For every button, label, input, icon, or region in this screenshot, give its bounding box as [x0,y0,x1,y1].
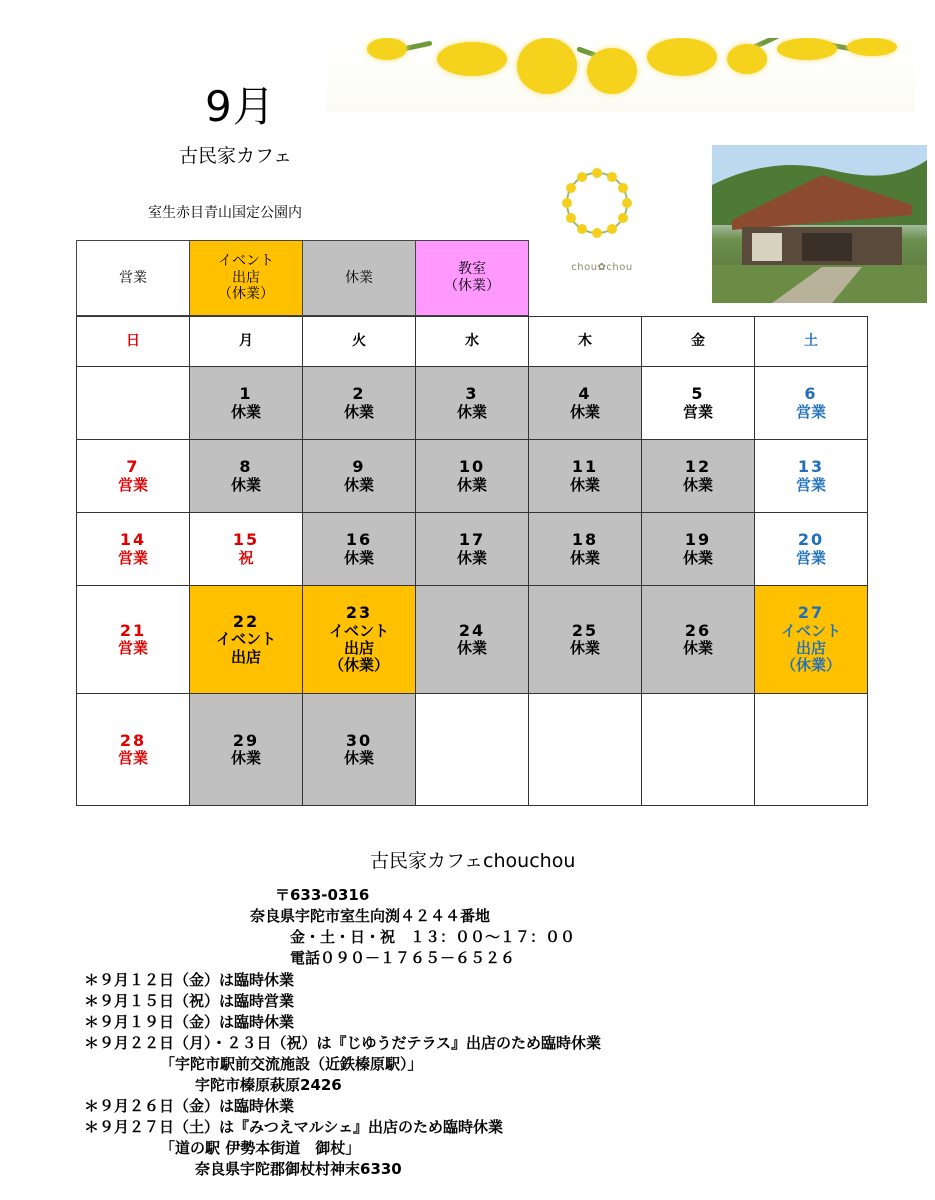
day-number: 27 [797,603,825,623]
park-subtitle: 室生赤目青山国定公園内 [148,205,302,221]
day-number: 30 [345,730,373,750]
day-number: 10 [458,457,486,477]
calendar-day-cell [755,586,868,694]
calendar-day-cell [529,440,642,513]
mimosa-banner-image [327,38,915,112]
calendar-day-cell [529,367,642,440]
day-status: 祝 [238,548,254,567]
day-number: 18 [571,530,599,550]
day-status: 休業 [682,548,713,567]
day-status: 休業 [343,749,374,768]
day-status: イベント 出店 （休業） [780,621,841,675]
day-status: 休業 [456,402,487,421]
legend-open: 営業 [76,240,190,316]
legend-closed: 休業 [302,240,416,316]
note-line: 「宇陀市駅前交流施設（近鉄榛原駅）」 [160,1055,423,1073]
month-title: 9月 [205,82,276,131]
business-hours: 金・土・日・祝 １３：００～１７：００ [290,928,576,946]
day-number: 12 [684,457,712,477]
weekday-mon: 月 [190,317,303,367]
cafe-title: 古民家カフェ [179,145,293,167]
note-line: ＊９月１５日（祝）は臨時営業 [84,992,295,1010]
calendar-day-cell [642,513,755,586]
calendar-week-row [77,367,868,440]
day-number: 28 [119,730,147,750]
note-line: 奈良県宇陀郡御杖村神末6330 [195,1160,402,1178]
calendar-day-cell [755,367,868,440]
calendar-day-cell [416,513,529,586]
day-status: 営業 [795,402,826,421]
calendar-day-cell [303,440,416,513]
day-number: 15 [232,530,260,550]
day-status: 休業 [569,402,600,421]
logo-text: chou✿chou [571,262,633,273]
legend-class: 教室 （休業） [415,240,529,316]
calendar-day-cell [755,694,868,806]
day-number: 11 [571,457,599,477]
calendar-day-cell [416,586,529,694]
day-number: 17 [458,530,486,550]
note-line: ＊９月１９日（金）は臨時休業 [84,1013,295,1031]
house-photo [712,145,927,303]
note-line: ＊９月２２日（月）・２３日（祝）は『じゆうだテラス』出店のため臨時休業 [84,1034,602,1052]
day-status: 休業 [230,749,261,768]
day-number: 4 [578,384,592,404]
day-number: 1 [239,384,253,404]
day-status: 休業 [456,548,487,567]
calendar-day-cell [755,513,868,586]
calendar-day-cell [642,440,755,513]
day-status: 休業 [230,475,261,494]
day-number: 24 [458,620,486,640]
postal-code: 〒633-0316 [275,886,370,904]
day-status: 営業 [795,548,826,567]
weekday-tue: 火 [303,317,416,367]
calendar-day-cell [77,440,190,513]
day-status: 休業 [569,475,600,494]
calendar-day-cell [190,367,303,440]
day-number: 21 [119,620,147,640]
day-number: 6 [804,384,818,404]
calendar-day-cell [642,694,755,806]
calendar-week-row [77,440,868,513]
day-status: 休業 [230,402,261,421]
calendar-day-cell [416,440,529,513]
weekday-thu: 木 [529,317,642,367]
calendar-day-cell [416,367,529,440]
weekday-sat: 土 [755,317,868,367]
note-line: 「道の駅 伊勢本街道 御杖」 [160,1139,361,1157]
calendar-day-cell [190,513,303,586]
note-line: 宇陀市榛原萩原2426 [195,1076,342,1094]
calendar-week-row [77,513,868,586]
legend-event: イベント 出店 （休業） [189,240,303,316]
day-number: 16 [345,530,373,550]
weekday-header-row [77,317,868,367]
calendar-day-cell [303,586,416,694]
calendar-day-cell [529,586,642,694]
wreath-logo-icon [557,163,637,243]
calendar-day-cell [77,367,190,440]
legend [76,240,528,316]
day-number: 8 [239,457,253,477]
calendar-week-row [77,586,868,694]
weekday-sun: 日 [77,317,190,367]
calendar-day-cell [755,440,868,513]
day-status: 休業 [569,548,600,567]
day-number: 9 [352,457,366,477]
day-status: 営業 [117,475,148,494]
calendar-day-cell [77,513,190,586]
day-status: 休業 [682,639,713,658]
day-number: 5 [691,384,705,404]
calendar-week-row [77,694,868,806]
day-status: 営業 [117,548,148,567]
weekday-fri: 金 [642,317,755,367]
calendar-day-cell [642,586,755,694]
day-number: 20 [797,530,825,550]
day-number: 23 [345,603,373,623]
footer-title: 古民家カフェchouchou [370,850,576,872]
day-status: 休業 [569,639,600,658]
day-status: 休業 [343,475,374,494]
day-number: 29 [232,730,260,750]
calendar-day-cell [416,694,529,806]
day-status: 営業 [117,639,148,658]
phone-number: 電話０９０－１７６５－６５２６ [290,949,516,967]
day-number: 25 [571,620,599,640]
day-number: 22 [232,612,260,632]
calendar-day-cell [77,694,190,806]
calendar-table [76,316,868,806]
weekday-wed: 水 [416,317,529,367]
day-status: イベント 出店 [215,630,276,666]
day-status: 休業 [682,475,713,494]
day-status: 営業 [795,475,826,494]
calendar-day-cell [190,694,303,806]
day-status: 営業 [682,402,713,421]
day-status: 休業 [343,402,374,421]
note-line: ＊９月２７日（土）は『みつえマルシェ』出店のため臨時休業 [84,1118,504,1136]
note-line: ＊９月２６日（金）は臨時休業 [84,1097,295,1115]
day-status: イベント 出店 （休業） [328,621,389,675]
day-number: 3 [465,384,479,404]
calendar-day-cell [642,367,755,440]
day-number: 26 [684,620,712,640]
day-status: 休業 [456,475,487,494]
calendar-day-cell [529,694,642,806]
day-number: 14 [119,530,147,550]
calendar-day-cell [190,586,303,694]
calendar-day-cell [303,513,416,586]
note-line: ＊９月１２日（金）は臨時休業 [84,971,295,989]
address: 奈良県宇陀市室生向渕４２４４番地 [250,907,491,925]
calendar-day-cell [77,586,190,694]
day-status: 営業 [117,749,148,768]
day-number: 13 [797,457,825,477]
day-status: 休業 [343,548,374,567]
calendar-day-cell [303,367,416,440]
calendar-day-cell [529,513,642,586]
day-status: 休業 [456,639,487,658]
day-number: 19 [684,530,712,550]
calendar-day-cell [190,440,303,513]
day-number: 7 [126,457,140,477]
day-number: 2 [352,384,366,404]
calendar-day-cell [303,694,416,806]
